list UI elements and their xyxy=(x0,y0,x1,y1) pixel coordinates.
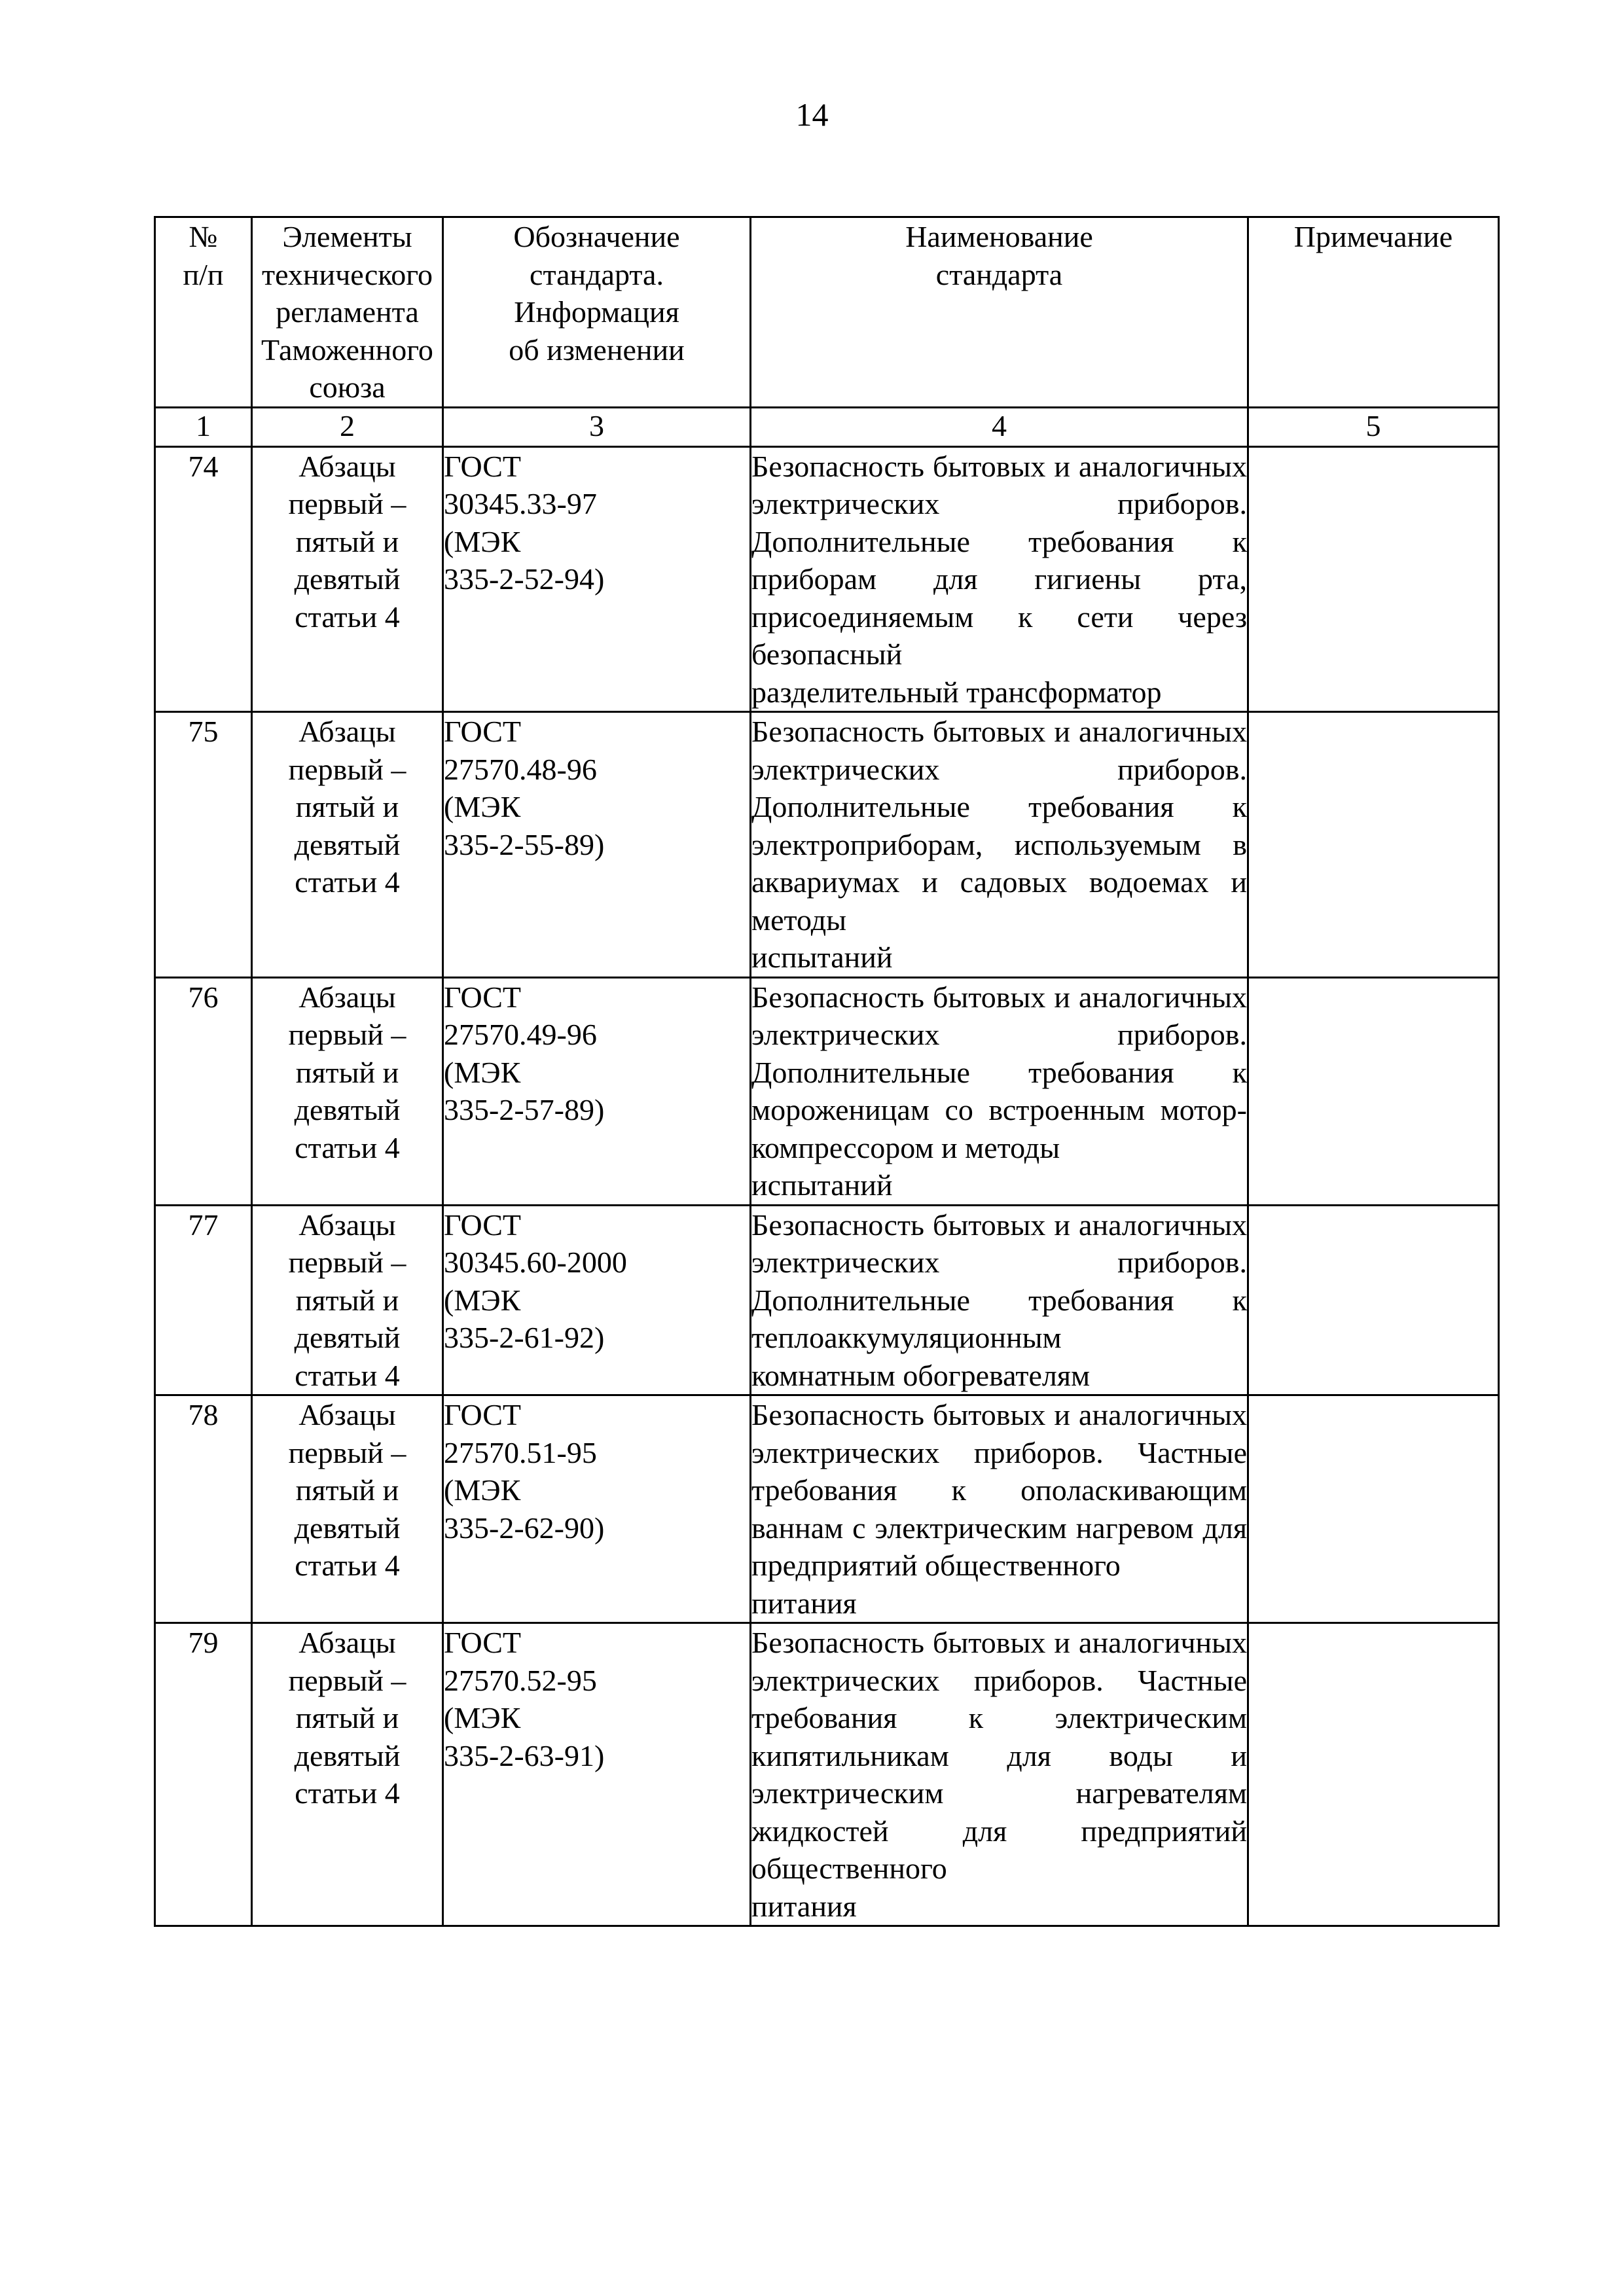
row-name-last-line: питания xyxy=(751,1586,857,1620)
header-number xyxy=(155,217,252,408)
row-name xyxy=(751,446,1248,712)
row-number: 77 xyxy=(155,1205,252,1395)
row-name-last-line: комнатным обогревателям xyxy=(751,1358,1091,1392)
table-row xyxy=(155,1205,1499,1395)
row-elements-text: Абзацы первый – пятый и девятый статьи 4 xyxy=(288,1398,406,1582)
column-number: 2 xyxy=(252,407,443,446)
header-elements-label: Элементы технического регламента Таможенного союза xyxy=(261,220,433,404)
row-elements-text: Абзацы первый – пятый и девятый статьи 4 xyxy=(288,1626,406,1810)
row-designation xyxy=(443,712,751,978)
table-row xyxy=(155,446,1499,712)
row-name-last-line: испытаний xyxy=(751,941,893,974)
row-note xyxy=(1248,1623,1499,1926)
standards-table xyxy=(154,216,1500,1927)
row-name xyxy=(751,712,1248,978)
row-name-text: Безопасность бытовых и аналогичных электрических приборов. Дополнительные требования к приборам для гигиены рта, присоединяемым к сети через безопасный xyxy=(751,449,1247,671)
row-name xyxy=(751,1623,1248,1926)
row-designation-text: ГОСТ 27570.48-96 (МЭК 335-2-55-89) xyxy=(444,715,605,861)
row-designation-text: ГОСТ 30345.33-97 (МЭК 335-2-52-94) xyxy=(444,449,605,596)
row-elements xyxy=(252,1205,443,1395)
row-name-text: Безопасность бытовых и аналогичных электрических приборов. Дополнительные требования к электроприборам, используемым в аквариумах и садовых водоемах и методы xyxy=(751,715,1247,937)
row-designation-text: ГОСТ 30345.60-2000 (МЭК 335-2-61-92) xyxy=(444,1208,627,1354)
row-name-text: Безопасность бытовых и аналогичных электрических приборов. Дополнительные требования к мороженицам со встроенным мотор-компрессором и методы xyxy=(751,980,1247,1164)
column-number: 4 xyxy=(751,407,1248,446)
row-note xyxy=(1248,977,1499,1205)
header-number-label: № п/п xyxy=(183,220,224,291)
table-row xyxy=(155,1395,1499,1623)
header-designation-label: Обозначение стандарта. Информация об изменении xyxy=(509,220,685,367)
row-designation-text: ГОСТ 27570.49-96 (МЭК 335-2-57-89) xyxy=(444,980,605,1126)
table-header-row xyxy=(155,217,1499,408)
row-name-last-line: разделительный трансформатор xyxy=(751,675,1162,709)
row-elements xyxy=(252,1623,443,1926)
page-number: 14 xyxy=(795,96,829,133)
row-designation xyxy=(443,446,751,712)
row-designation xyxy=(443,1205,751,1395)
header-name-label: Наименование стандарта xyxy=(905,220,1093,291)
row-number: 79 xyxy=(155,1623,252,1926)
row-elements-text: Абзацы первый – пятый и девятый статьи 4 xyxy=(288,715,406,899)
row-designation xyxy=(443,1395,751,1623)
row-elements-text: Абзацы первый – пятый и девятый статьи 4 xyxy=(288,980,406,1164)
row-designation xyxy=(443,1623,751,1926)
row-name xyxy=(751,1205,1248,1395)
row-note xyxy=(1248,1395,1499,1623)
row-number: 76 xyxy=(155,977,252,1205)
row-name-text: Безопасность бытовых и аналогичных электрических приборов. Частные требования к электрическим кипятильникам для воды и электрическим нагревателям жидкостей для предприятий общественного xyxy=(751,1626,1247,1885)
row-name-text: Безопасность бытовых и аналогичных электрических приборов. Частные требования к ополаскивающим ваннам с электрическим нагревом для предприятий общественного xyxy=(751,1398,1247,1582)
row-elements-text: Абзацы первый – пятый и девятый статьи 4 xyxy=(288,1208,406,1392)
row-elements xyxy=(252,977,443,1205)
column-number: 3 xyxy=(443,407,751,446)
column-number-row xyxy=(155,407,1499,446)
table-row xyxy=(155,1623,1499,1926)
row-name xyxy=(751,977,1248,1205)
row-elements xyxy=(252,712,443,978)
row-elements xyxy=(252,446,443,712)
row-elements xyxy=(252,1395,443,1623)
row-name-text: Безопасность бытовых и аналогичных электрических приборов. Дополнительные требования к теплоаккумуляционным xyxy=(751,1208,1247,1354)
row-name-last-line: испытаний xyxy=(751,1168,893,1202)
row-name xyxy=(751,1395,1248,1623)
row-note xyxy=(1248,712,1499,978)
row-note xyxy=(1248,446,1499,712)
column-number: 5 xyxy=(1248,407,1499,446)
header-note xyxy=(1248,217,1499,408)
header-elements xyxy=(252,217,443,408)
table-row xyxy=(155,712,1499,978)
row-number: 75 xyxy=(155,712,252,978)
row-number: 78 xyxy=(155,1395,252,1623)
row-designation-text: ГОСТ 27570.51-95 (МЭК 335-2-62-90) xyxy=(444,1398,605,1545)
table-row xyxy=(155,977,1499,1205)
row-name-last-line: питания xyxy=(751,1889,857,1923)
row-designation xyxy=(443,977,751,1205)
column-number: 1 xyxy=(155,407,252,446)
row-elements-text: Абзацы первый – пятый и девятый статьи 4 xyxy=(288,449,406,634)
header-name xyxy=(751,217,1248,408)
row-designation-text: ГОСТ 27570.52-95 (МЭК 335-2-63-91) xyxy=(444,1626,605,1772)
header-note-label: Примечание xyxy=(1293,220,1453,253)
row-number: 74 xyxy=(155,446,252,712)
header-designation xyxy=(443,217,751,408)
row-note xyxy=(1248,1205,1499,1395)
